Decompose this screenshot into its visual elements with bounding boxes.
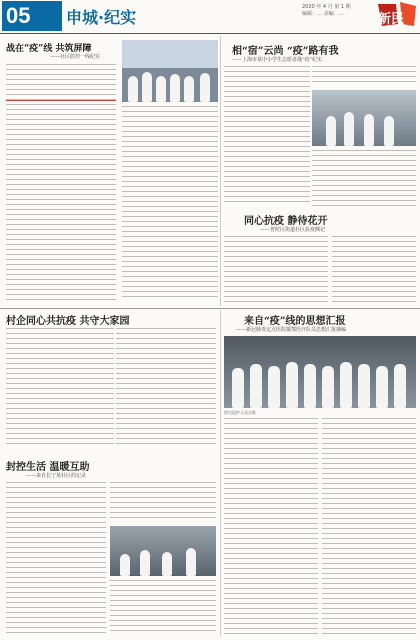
subhead-marker [6,100,116,101]
article-4-body-col-2 [116,328,216,448]
article-2-title: 相“宿”云尚 “疫”路有我 [232,46,339,57]
article-5-body-col-1 [224,418,318,634]
article-6-body-col-2b [110,580,216,634]
article-5-title: 来自“疫”线的思想汇报 [244,316,346,327]
article-1-dek: ——社区防控一线纪实 [50,54,101,60]
section-title: 申城·纪实 [66,8,137,27]
article-2-body-col-2b [312,150,416,206]
article-5-photo [224,336,416,408]
article-6-body-col-1 [6,482,106,634]
masthead-rule [0,33,420,34]
article-1-body-col-2 [122,106,218,300]
column-divider-lower [220,310,221,636]
section-divider [0,308,420,309]
article-2-photo [312,90,416,146]
article-6-body-col-2a [110,482,216,522]
article-3-body-col-2 [332,236,416,306]
article-1-body-col-1 [6,104,116,300]
article-1-photo [122,40,218,102]
article-6-photo [110,526,216,576]
article-3-body-col-1 [224,236,328,306]
logo-text: 新民 [378,12,405,27]
date-line [302,4,351,18]
page-number: 05 [2,1,62,31]
article-4-title: 村企同心共抗疫 共守大家园 [6,316,130,327]
article-2-body-col-2a [312,66,416,86]
article-5-photo-caption: 图为医护人员合影 [224,410,256,415]
masthead [0,0,420,36]
article-2-body-col-1 [224,66,310,206]
article-3-dek: ——普陀区街道社区抗疫侧记 [260,227,326,233]
article-1-lead-text [6,64,116,100]
column-divider [220,36,221,306]
article-5-dek: ——新冠肺炎定点医院援鄂医疗队员思想汇报摘编 [236,327,347,333]
article-1-title: 战在“疫”线 共筑屏障 [6,44,92,54]
article-6-title: 封控生活 温暖互助 [6,462,90,473]
article-4-body-col-1 [6,328,114,448]
article-2-dek: ——上海市某中小学生志愿者战“疫”纪实 [232,57,323,63]
article-3-title: 同心抗疫 静待花开 [244,216,328,227]
date-line-1: 2020 年 4 月 第 1 期 [302,4,351,10]
article-5-body-col-2 [322,418,416,634]
date-line-2: 编辑：… 美编：… [302,11,344,17]
article-6-dek: ——来自长宁某社区的记录 [26,473,87,479]
